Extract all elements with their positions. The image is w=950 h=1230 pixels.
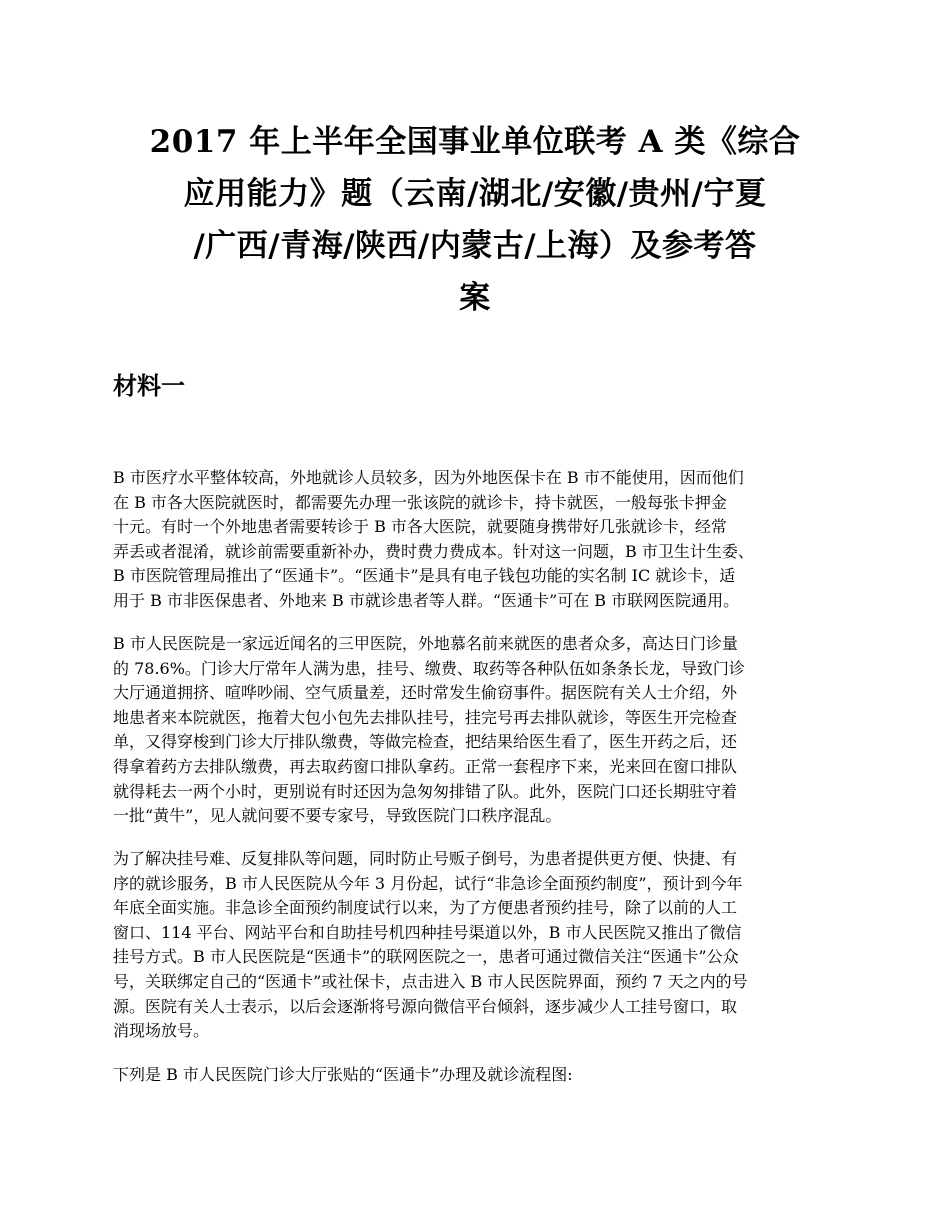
paragraph-1 [113,466,843,614]
paragraph-line: 的 78.6%。门诊大厅常年人满为患，挂号、缴费、取药等各种队伍如条条长龙，导致门诊 [113,658,745,678]
paragraph-line: B 市医疗水平整体较高，外地就诊人员较多，因为外地医保卡在 B 市不能使用，因而他们 [113,468,744,487]
title-line: 案 [459,280,491,316]
paragraph-line: 消现场放号。 [113,1021,210,1041]
paragraph-line: 弄丢或者混淆，就诊前需要重新补办，费时费力费成本。针对这一问题，B 市卫生计生委、 [113,541,754,561]
document-title [105,116,845,324]
paragraph-line: 窗口、114 平台、网站平台和自助挂号机四种挂号渠道以外，B 市人民医院又推出了微信 [113,922,742,942]
paragraph-line: 为了解决挂号难、反复排队等问题，同时防止号贩子倒号，为患者提供更方便、快捷、有 [113,849,738,868]
paragraph-line: 用于 B 市非医保患者、外地来 B 市就诊患者等人群。“医通卡”可在 B 市联网医院通用。 [113,590,740,610]
paragraph-line: 号，关联绑定自己的“医通卡”或社保卡，点击进入 B 市人民医院界面，预约 7 天之内的号 [113,971,748,991]
paragraph-line: 地患者来本院就医，拖着大包小包先去排队挂号，挂完号再去排队就诊，等医生开完检查 [113,707,738,727]
paragraph-line: 单，又得穿梭到门诊大厅排队缴费，等做完检查，把结果给医生看了，医生开药之后，还 [113,732,738,752]
paragraph-line: 得拿着药方去排队缴费，再去取药窗口排队拿药。正常一套程序下来，光来回在窗口排队 [113,756,738,776]
paragraph-line: B 市人民医院是一家远近闻名的三甲医院，外地慕名前来就医的患者众多，高达日门诊量 [113,634,738,653]
paragraph-line: 就得耗去一两个小时，更别说有时还因为急匆匆排错了队。此外，医院门口还长期驻守着 [113,781,738,801]
paragraph-3 [113,847,843,1044]
paragraph-line: 序的就诊服务，B 市人民医院从今年 3 月份起，试行“非急诊全面预约制度”，预计到今年 [113,873,743,893]
paragraph-line: 挂号方式。B 市人民医院是“医通卡”的联网医院之一，患者可通过微信关注“医通卡”公众 [113,947,739,967]
paragraph-line: 源。医院有关人士表示，以后会逐渐将号源向微信平台倾斜，逐步减少人工挂号窗口，取 [113,996,738,1016]
paragraph-line: 下列是 B 市人民医院门诊大厅张贴的“医通卡”办理及就诊流程图: [113,1065,573,1084]
title-line: 2017 年上半年全国事业单位联考 A 类《综合 [149,124,801,160]
title-line: 应用能力》题（云南/湖北/安徽/贵州/宁夏 [183,176,767,212]
title-line: /广西/青海/陕西/内蒙古/上海）及参考答 [193,228,757,264]
paragraph-line: 年底全面实施。非急诊全面预约制度试行以来，为了方便患者预约挂号，除了以前的人工 [113,898,738,918]
paragraph-line: 大厅通道拥挤、喧哗吵闹、空气质量差，还时常发生偷窃事件。据医院有关人士介绍，外 [113,683,738,703]
paragraph-line: B 市医院管理局推出了“医通卡”。“医通卡”是具有电子钱包功能的实名制 IC 就诊卡，适 [113,566,736,586]
paragraph-line: 一批“黄牛”，见人就问要不要专家号，导致医院门口秩序混乱。 [113,806,562,826]
section-heading: 材料一 [113,371,185,400]
paragraph-4 [113,1063,843,1088]
paragraph-2 [113,632,843,829]
paragraph-line: 在 B 市各大医院就医时，都需要先办理一张该院的就诊卡，持卡就医，一般每张卡押金 [113,492,727,512]
paragraph-line: 十元。有时一个外地患者需要转诊于 B 市各大医院，就要随身携带好几张就诊卡，经常 [113,517,727,537]
